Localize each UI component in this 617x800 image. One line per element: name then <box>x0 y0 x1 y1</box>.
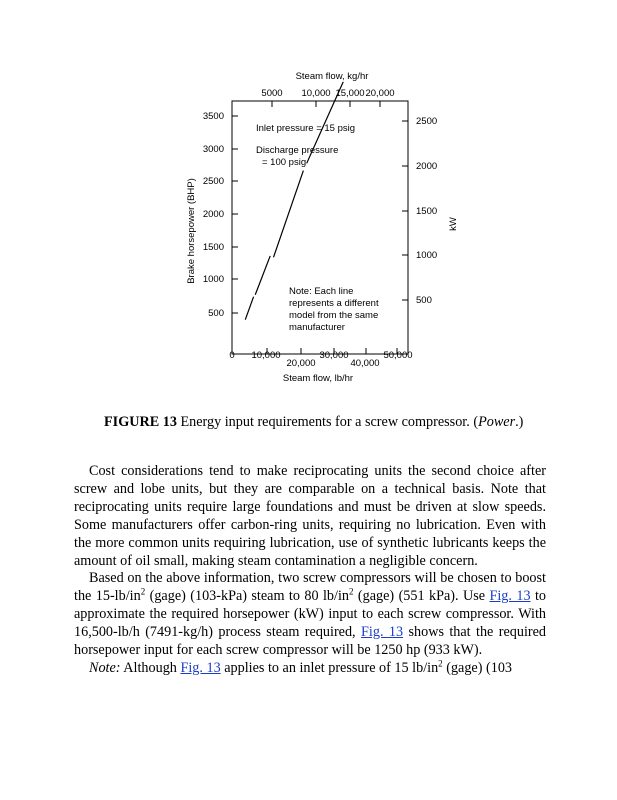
note-annotation: represents a different <box>289 298 379 309</box>
right-tick-label: 500 <box>416 295 432 306</box>
left-tick-marks <box>232 116 238 313</box>
figure-caption: FIGURE 13 Energy input requirements for a screw compressor. (Power.) <box>104 414 524 430</box>
note-annotation: manufacturer <box>289 322 345 333</box>
right-tick-label: 1500 <box>416 206 438 217</box>
left-tick-label: 2500 <box>202 176 224 187</box>
caption-label: FIGURE 13 <box>104 414 177 430</box>
top-tick-label: 15,000 <box>335 88 365 99</box>
figure-link[interactable]: Fig. 13 <box>180 659 221 676</box>
left-axis-title: Brake horsepower (BHP) <box>186 178 197 284</box>
caption-text: Energy input requirements for a screw compressor. <box>180 414 470 430</box>
series-line <box>245 297 253 320</box>
bottom-tick-label: 50,000 <box>383 350 413 361</box>
top-tick-label: 20,000 <box>365 88 395 99</box>
caption-source: Power <box>478 414 516 430</box>
top-tick-label: 10,000 <box>301 88 331 99</box>
discharge-pressure-annotation: = 100 psig <box>262 157 307 168</box>
figure-link[interactable]: Fig. 13 <box>489 588 531 605</box>
left-tick-label: 1500 <box>202 242 224 253</box>
bottom-tick-label: 30,000 <box>319 350 349 361</box>
note-label: Note: <box>89 659 121 676</box>
top-axis-title: Steam flow, kg/hr <box>295 71 369 82</box>
paragraph: Based on the above information, two screw compressors will be chosen to boost the $15-lb/in^2$ (gage) (103-kPa) steam to 80 $lb/in^2$ (gage) (551 kPa). Use Fig. 13 to approximate the required horsepower (kW) input to each screw compressor. With 16,500-lb/h (7491-kg/h) process steam required, Fig. 13 shows that the required horsepower input for each screw compressor will be 1250 hp (933 kW). <box>74 570 547 659</box>
left-tick-label: 1000 <box>202 274 224 285</box>
discharge-pressure-annotation: Discharge pressure <box>256 145 339 156</box>
right-axis-title: kW <box>448 217 459 231</box>
body-text <box>74 463 546 678</box>
left-tick-label: 500 <box>208 308 224 319</box>
left-tick-label: 3500 <box>202 111 224 122</box>
bottom-tick-label: 40,000 <box>350 358 380 369</box>
bottom-tick-label: 20,000 <box>286 358 316 369</box>
left-tick-label: 2000 <box>202 209 224 220</box>
bottom-axis-title: Steam flow, lb/hr <box>282 373 354 384</box>
note-annotation: model from the same <box>289 310 379 321</box>
paragraph: Note: Although Fig. 13 applies to an inlet pressure of 15 $lb/in^2$ (gage) (103 <box>89 658 513 676</box>
paragraph: Cost considerations tend to make reciprocating units the second choice after screw and lobe units, but they are comparable on a technical basis. Note that reciprocating units require large foundations and must be driven at slow speeds. Some manufacturers offer carbon-ring units, requiring no lubrication. Even with the more common units requiring lubrication, use of synthetic lubricants keeps the amount of oil small, making steam contamination a negligible concern. <box>74 463 546 569</box>
series-line <box>255 256 270 295</box>
left-tick-label: 3000 <box>202 144 224 155</box>
bottom-tick-label: 10,000 <box>251 350 281 361</box>
figure-link[interactable]: Fig. 13 <box>361 624 404 641</box>
top-tick-marks <box>272 101 380 107</box>
right-tick-label: 2500 <box>416 116 438 127</box>
right-tick-label: 1000 <box>416 250 438 261</box>
bottom-tick-label: 0 <box>229 350 235 361</box>
top-tick-label: 5000 <box>261 88 283 99</box>
right-tick-label: 2000 <box>416 161 438 172</box>
right-tick-marks <box>402 121 408 300</box>
note-annotation: Note: Each line <box>289 286 354 297</box>
inlet-pressure-annotation: Inlet pressure = 15 psig <box>256 123 356 134</box>
series-line <box>274 171 304 258</box>
